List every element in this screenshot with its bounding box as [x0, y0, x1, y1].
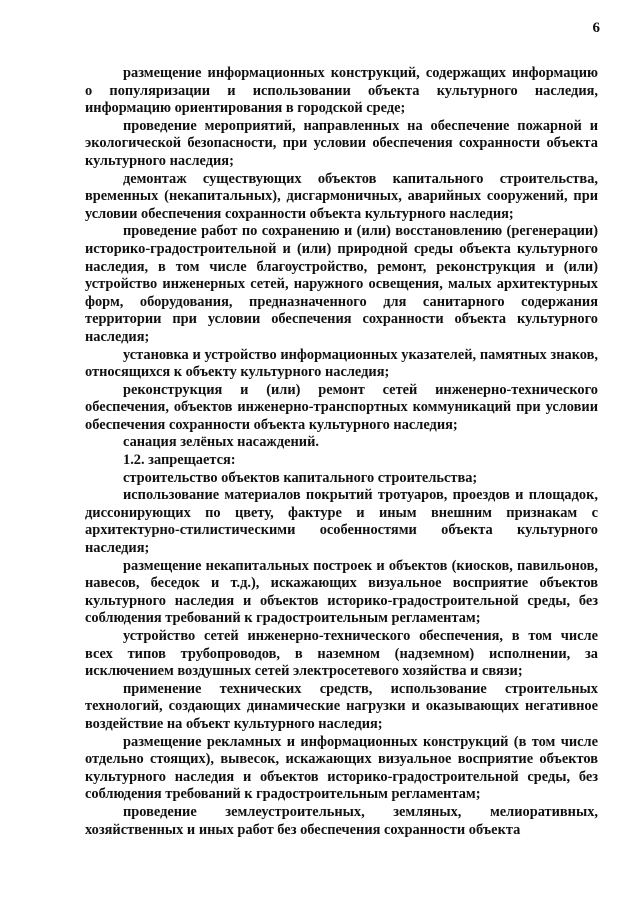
paragraph-technical-means-ban: применение технических средств, использование строительных технологий, создающих динамические нагрузки и оказывающих негативное воздействие на объект культурного наследия;	[85, 680, 598, 732]
paragraph-networks-reconstruction: реконструкция и (или) ремонт сетей инженерно-технического обеспечения, объектов инженерно-транспортных коммуникаций при условии обеспечения сохранности объекта культурного наследия;	[85, 381, 598, 433]
paragraph-fire-safety: проведение мероприятий, направленных на обеспечение пожарной и экологической безопасности, при условии обеспечения сохранности объекта культурного наследия;	[85, 117, 598, 169]
paragraph-materials-ban: использование материалов покрытий тротуаров, проездов и площадок, диссонирующих по цвету, фактуре и иным внешним признакам с архитектурно-стилистическими особенностями объекта культурного наследия;	[85, 487, 598, 557]
paragraph-dismantling: демонтаж существующих объектов капитального строительства, временных (некапитальных), дисгармоничных, аварийных сооружений, при условии обеспечения сохранности объекта культурного наследия;	[85, 170, 598, 222]
paragraph-green-sanitation: санация зелёных насаждений.	[123, 434, 319, 451]
paragraph-info-structures: размещение информационных конструкций, содержащих информацию о популяризации и использовании объекта культурного наследия, информацию ориентирования в городской среде;	[85, 65, 598, 117]
paragraph-signs-installation: установка и устройство информационных указателей, памятных знаков, относящихся к объекту культурного наследия;	[85, 346, 598, 381]
page-number: 6	[592, 20, 600, 36]
document-body	[85, 65, 598, 839]
section-heading-prohibited: 1.2. запрещается:	[123, 452, 236, 469]
paragraph-construction-ban: строительство объектов капитального строительства;	[123, 469, 478, 486]
paragraph-restoration-works: проведение работ по сохранению и (или) восстановлению (регенерации) историко-градостроительной и (или) природной среды объекта культурного наследия, в том числе благоустройство, ремонт, реконструкция и (или) устройство инженерных сетей, наружного освещения, малых архитектурных форм, оборудования, предназначенного для санитарного содержания территории при условии обеспечения сохранности объекта культурного наследия;	[85, 223, 598, 345]
paragraph-advertising-ban: размещение рекламных и информационных конструкций (в том числе отдельно стоящих), вывесок, искажающих визуальное восприятие объектов культурного наследия и объектов историко-градостроительной среды, без соблюдения требований к градостроительным регламентам;	[85, 733, 598, 803]
paragraph-networks-ban: устройство сетей инженерно-технического обеспечения, в том числе всех типов трубопроводов, в наземном (надземном) исполнении, за исключением воздушных сетей электросетевого хозяйства и связи;	[85, 628, 598, 680]
paragraph-earthworks-ban: проведение землеустроительных, земляных, мелиоративных, хозяйственных и иных работ без обеспечения сохранности объекта	[85, 803, 598, 838]
paragraph-temporary-structures-ban: размещение некапитальных построек и объектов (киосков, павильонов, навесов, беседок и т.д.), искажающих визуальное восприятие объектов культурного наследия и объектов историко-градостроительной среды, без соблюдения требований к градостроительным регламентам;	[85, 557, 598, 627]
